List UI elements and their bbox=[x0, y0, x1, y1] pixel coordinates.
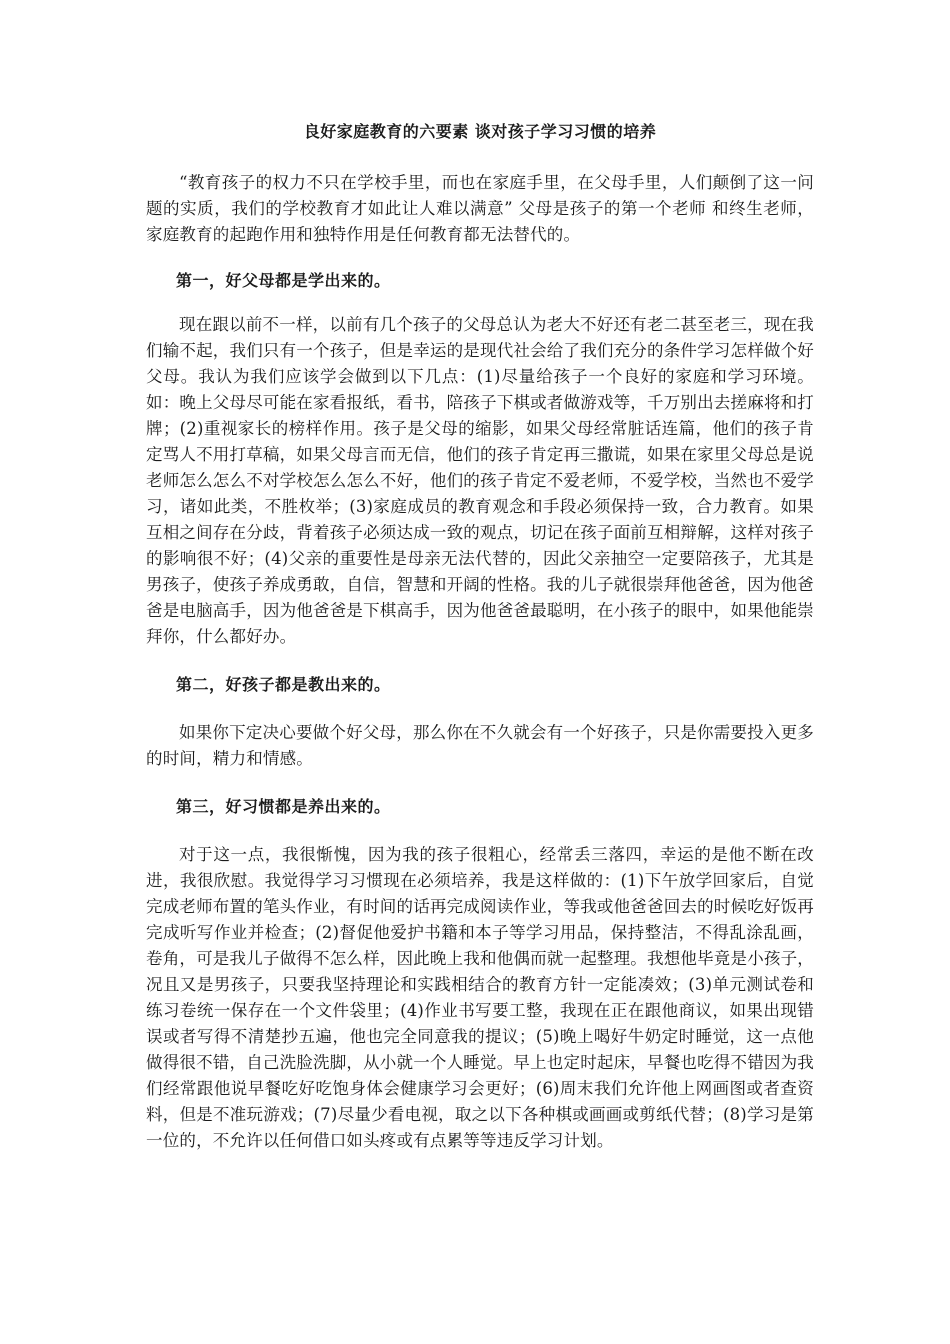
section-body-2: 如果你下定决心要做个好父母，那么你在不久就会有一个好孩子，只是你需要投入更多的时间，精力和情感。 bbox=[146, 723, 814, 768]
section-heading-2: 第二，好孩子都是教出来的。 bbox=[176, 675, 391, 694]
document-title: 良好家庭教育的六要素 谈对孩子学习习惯的培养 bbox=[303, 122, 657, 141]
section-body-3: 对于这一点，我很惭愧，因为我的孩子很粗心，经常丢三落四，幸运的是他不断在改进，我很欣慰。我觉得学习习惯现在必须培养，我是这样做的：(1)下午放学回家后，自觉完成老师布置的笔头作业，有时间的话再完成阅读作业，等我或他爸爸回去的时候吃好饭再完成听写作业并检查；(2)督促他爱护书籍和本子等学习用品，保持整洁，不得乱涂乱画，卷角，可是我儿子做得不怎么样，因此晚上我和他偶而就一起整理。我想他毕竟是小孩子，况且又是男孩子，只要我坚持理论和实践相结合的教育方针一定能凑效；(3)单元测试卷和练习卷统一保存在一个文件袋里；(4)作业书写要工整，我现在正在跟他商议，如果出现错误或者写得不清楚抄五遍，他也完全同意我的提议；(5)晚上喝好牛奶定时睡觉，这一点他做得很不错，自己洗脸洗脚，从小就一个人睡觉。早上也定时起床，早餐也吃得不错因为我们经常跟他说早餐吃好吃饱身体会健康学习会更好；(6)周末我们允许他上网画图或者查资料，但是不准玩游戏；(7)尽量少看电视，取之以下各种棋或画画或剪纸代替；(8)学习是第一位的，不允许以任何借口如头疼或有点累等等违反学习计划。 bbox=[146, 845, 814, 1150]
document-page bbox=[146, 118, 814, 1154]
section-body-1: 现在跟以前不一样，以前有几个孩子的父母总认为老大不好还有老二甚至老三，现在我们输不起，我们只有一个孩子，但是幸运的是现代社会给了我们充分的条件学习怎样做个好父母。我认为我们应该学会做到以下几点：(1)尽量给孩子一个良好的家庭和学习环境。如：晚上父母尽可能在家看报纸，看书，陪孩子下棋或者做游戏等，千万别出去搓麻将和打牌；(2)重视家长的榜样作用。孩子是父母的缩影，如果父母经常脏话连篇，他们的孩子肯定骂人不用打草稿，如果父母言而无信，他们的孩子肯定再三撒谎，如果在家里父母总是说老师怎么怎么不对学校怎么怎么不好，他们的孩子肯定不爱老师，不爱学校，当然也不爱学习，诸如此类，不胜枚举；(3)家庭成员的教育观念和手段必须保持一致，合力教育。如果互相之间存在分歧，背着孩子必须达成一致的观点，切记在孩子面前互相辩解，这样对孩子的影响很不好；(4)父亲的重要性是母亲无法代替的，因此父亲抽空一定要陪孩子，尤其是男孩子，使孩子养成勇敢，自信，智慧和开阔的性格。我的儿子就很崇拜他爸爸，因为他爸爸是电脑高手，因为他爸爸是下棋高手，因为他爸爸最聪明，在小孩子的眼中，如果他能崇拜你，什么都好办。 bbox=[146, 315, 814, 646]
section-heading-1: 第一，好父母都是学出来的。 bbox=[176, 271, 391, 290]
section-heading-3: 第三，好习惯都是养出来的。 bbox=[176, 797, 391, 816]
intro-paragraph: “教育孩子的权力不只在学校手里，而也在家庭手里，在父母手里，人们颠倒了这一问题的实质，我们的学校教育才如此让人难以满意” 父母是孩子的第一个老师 和终生老师，家庭教育的起跑作用和独特作用是任何教育都无法替代的。 bbox=[146, 173, 814, 244]
